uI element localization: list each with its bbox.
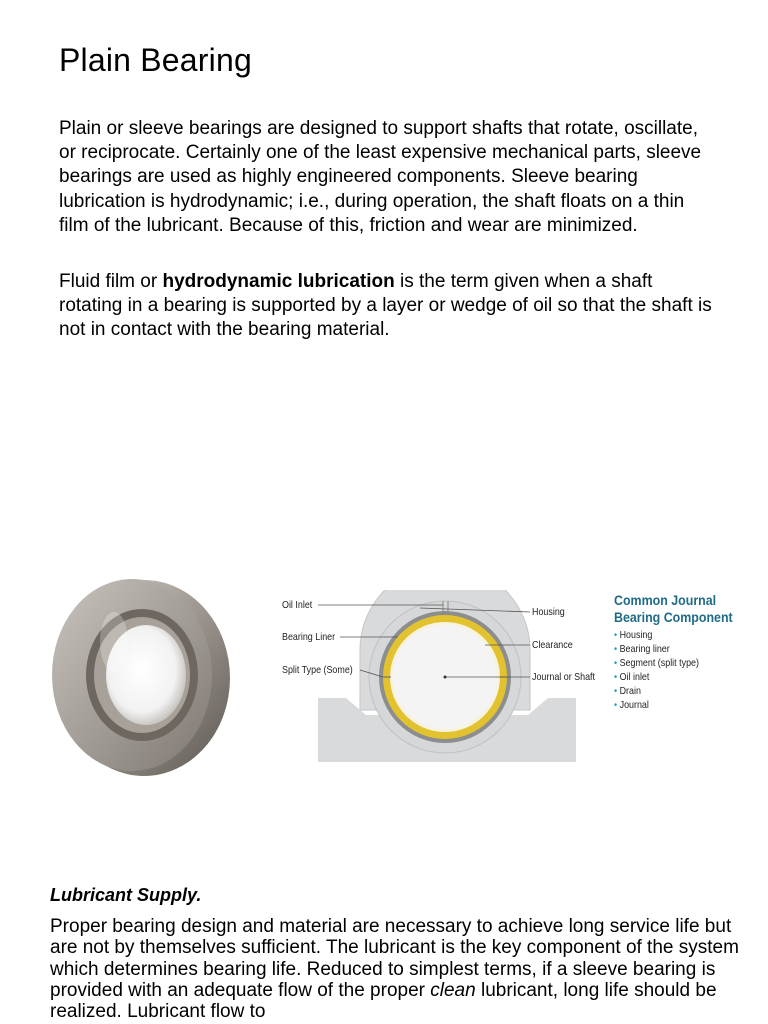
legend-item: • Housing bbox=[614, 628, 742, 642]
section-heading-lubricant-supply: Lubricant Supply. bbox=[50, 885, 202, 905]
page-title: Plain Bearing bbox=[59, 42, 252, 78]
legend-box bbox=[614, 592, 764, 712]
intro-paragraph: Plain or sleeve bearings are designed to support shafts that rotate, oscillate, or reciprocate. Certainly one of the least expensive mechanical parts, sleeve bearings are used as highly engineered components. Sleeve bearing lubrication is hydrodynamic; i.e., during operation, the shaft floats on a thin film of the lubricant. Because of this, friction and wear are minimized. bbox=[59, 118, 702, 236]
label-journal: Journal or Shaft bbox=[532, 671, 596, 683]
legend-item: • Bearing liner bbox=[614, 642, 742, 656]
lubricant-paragraph bbox=[50, 916, 750, 1022]
legend-title-line2: Bearing Component bbox=[614, 610, 733, 625]
hydrodynamic-paragraph bbox=[59, 270, 719, 343]
legend-item: • Oil inlet bbox=[614, 670, 742, 684]
legend-title-line1: Common Journal bbox=[614, 593, 717, 608]
legend-list bbox=[614, 628, 764, 712]
p3-text-after: lubricant, long life should be realized. Lubricant flow to bbox=[50, 979, 717, 1023]
p2-bold-term: hydrodynamic lubrication bbox=[162, 271, 395, 292]
label-oil-inlet: Oil Inlet bbox=[282, 599, 313, 611]
label-split-type: Split Type (Some) bbox=[282, 664, 353, 676]
p2-text-before: Fluid film or bbox=[59, 271, 163, 292]
legend-item: • Journal bbox=[614, 698, 742, 712]
label-bearing-liner: Bearing Liner bbox=[282, 631, 336, 643]
label-clearance: Clearance bbox=[532, 639, 573, 651]
legend-item: • Drain bbox=[614, 684, 742, 698]
p3-italic-word: clean bbox=[430, 979, 476, 1001]
legend-item: • Segment (split type) bbox=[614, 656, 742, 670]
journal-bearing-diagram bbox=[280, 590, 610, 765]
p2-text-after: is the term given when a shaft rotating in a bearing is supported by a layer or wedge of oil so that the shaft is not in contact with the bearing material. bbox=[59, 271, 712, 341]
sleeve-bearing-photo bbox=[44, 572, 234, 782]
label-housing: Housing bbox=[532, 606, 565, 618]
p3-text-before: Proper bearing design and material are necessary to achieve long service life but are not by themselves sufficient. The lubricant is the key component of the system which determines bearing life. Reduced to simplest terms, if a sleeve bearing is provided with an adequate flow of the proper bbox=[50, 916, 739, 1001]
